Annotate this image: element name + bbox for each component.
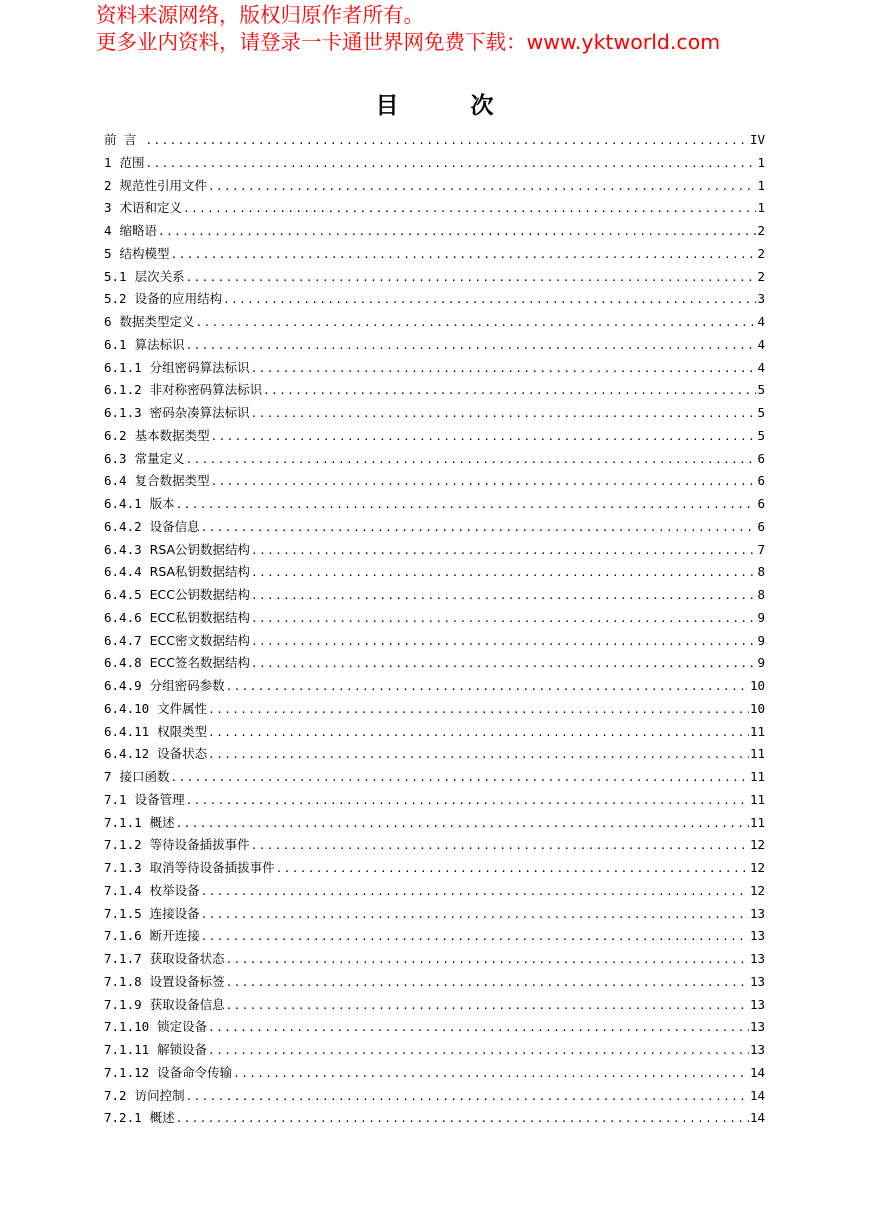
- watermark-line-download: 更多业内资料，请登录一卡通世界网免费下载：www.yktworld.com: [96, 30, 721, 54]
- toc-entry[interactable]: [104, 402, 765, 425]
- toc-entry[interactable]: [104, 675, 765, 698]
- toc-entry[interactable]: [104, 334, 765, 357]
- toc-entry-number: 6.3: [104, 450, 127, 466]
- toc-entry-leader-dots: [251, 608, 756, 631]
- toc-entry-leader-dots: [171, 767, 749, 790]
- toc-entry-title: 文件属性: [157, 700, 208, 716]
- toc-entry-leader-dots: [171, 244, 757, 267]
- toc-entry-number: 6.2: [104, 427, 127, 443]
- toc-entry-title: 权限类型: [157, 723, 208, 739]
- toc-entry[interactable]: [104, 425, 765, 448]
- toc-entry-number: 1: [104, 154, 112, 170]
- toc-entry-number: 6.4.8: [104, 655, 142, 671]
- toc-entry-page-number: 10: [749, 678, 765, 693]
- toc-entry-number: 6.4.7: [104, 632, 142, 648]
- toc-entry-title: 非对称密码算法标识: [149, 382, 263, 398]
- toc-entry-page-number: 6: [757, 473, 765, 489]
- toc-entry-number: 6.4.11: [104, 723, 150, 739]
- toc-entry-title: RSA公钥数据结构: [149, 541, 251, 557]
- toc-entry-leader-dots: [183, 198, 756, 221]
- toc-entry-leader-dots: [186, 790, 749, 813]
- toc-entry-page-number: 11: [749, 769, 765, 784]
- toc-entry-number: 7.1.9: [104, 996, 142, 1012]
- toc-entry-leader-dots: [196, 312, 757, 335]
- toc-entry[interactable]: [104, 880, 765, 903]
- toc-entry-leader-dots: [251, 631, 756, 654]
- toc-entry-number: 7.2: [104, 1087, 127, 1103]
- toc-entry-leader-dots: [208, 1017, 749, 1040]
- toc-entry[interactable]: [104, 129, 765, 152]
- toc-entry-number: 7.1.5: [104, 905, 142, 921]
- toc-entry-title: 设备的应用结构: [134, 291, 223, 307]
- toc-entry-title: 获取设备信息: [149, 996, 225, 1012]
- toc-entry[interactable]: [104, 630, 765, 653]
- toc-entry-page-number: IV: [749, 132, 765, 147]
- toc-entry-number: 6.4.2: [104, 518, 142, 534]
- toc-entry-title: 数据类型定义: [119, 314, 195, 329]
- toc-entry-title: 解锁设备: [157, 1042, 208, 1057]
- toc-entry-title: 等待设备插拔事件: [149, 837, 250, 853]
- toc-entry[interactable]: [104, 152, 765, 175]
- toc-entry-page-number: 13: [749, 996, 765, 1012]
- toc-entry-leader-dots: [211, 426, 757, 449]
- toc-entry-leader-dots: [146, 153, 757, 176]
- toc-entry-page-number: 14: [749, 1110, 765, 1126]
- toc-entry-title: 设备管理: [134, 791, 185, 807]
- toc-entry[interactable]: [104, 1085, 765, 1108]
- toc-entry-title: 设备状态: [157, 746, 208, 762]
- toc-entry-number: 前 言: [104, 132, 137, 147]
- toc-entry-title: 设备命令传输: [157, 1064, 233, 1080]
- toc-entry-leader-dots: [251, 358, 757, 381]
- toc-entry-number: 7.2.1: [104, 1110, 142, 1126]
- toc-entry-title: 访问控制: [134, 1087, 185, 1103]
- toc-entry-page-number: 4: [757, 336, 765, 352]
- toc-entry[interactable]: [104, 607, 765, 630]
- toc-entry[interactable]: [104, 1039, 765, 1062]
- toc-entry[interactable]: [104, 561, 765, 584]
- toc-entry[interactable]: [104, 698, 765, 721]
- toc-entry-leader-dots: [223, 289, 756, 312]
- toc-entry-page-number: 9: [757, 655, 765, 671]
- toc-entry[interactable]: [104, 652, 765, 675]
- toc-entry-page-number: 2: [757, 223, 765, 238]
- toc-entry-leader-dots: [158, 221, 756, 244]
- toc-entry-leader-dots: [251, 835, 749, 858]
- toc-entry-leader-dots: [208, 744, 749, 767]
- toc-entry-number: 6.1.3: [104, 405, 142, 420]
- toc-entry-number: 6.4.12: [104, 746, 150, 762]
- toc-entry[interactable]: [104, 1016, 765, 1039]
- toc-entry-number: 6.4.9: [104, 678, 142, 693]
- toc-entry-title: 接口函数: [119, 769, 170, 784]
- toc-entry-leader-dots: [201, 517, 757, 540]
- toc-entry-page-number: 9: [757, 632, 765, 648]
- toc-entry-number: 6.4.4: [104, 564, 142, 580]
- toc-entry-leader-dots: [251, 540, 756, 563]
- toc-entry-page-number: 4: [757, 314, 765, 329]
- toc-entry-number: 6: [104, 314, 112, 329]
- toc-entry-number: 6.1.1: [104, 359, 142, 375]
- toc-entry-number: 7.1.10: [104, 1019, 150, 1035]
- toc-entry-number: 3: [104, 200, 112, 216]
- toc-entry-title: 分组密码算法标识: [149, 359, 250, 375]
- toc-entry-page-number: 1: [757, 200, 765, 216]
- toc-entry-leader-dots: [208, 176, 756, 199]
- toc-entry-title: 设置设备标签: [149, 973, 225, 989]
- toc-entry-page-number: 1: [757, 177, 765, 193]
- toc-entry-title: 枚举设备: [149, 882, 200, 898]
- toc-entry[interactable]: [104, 288, 765, 311]
- toc-entry-number: 7.1.6: [104, 928, 142, 944]
- toc-entry[interactable]: [104, 1062, 765, 1085]
- toc-entry-page-number: 11: [749, 814, 765, 830]
- toc-entry-page-number: 13: [749, 928, 765, 944]
- toc-entry-leader-dots: [176, 1108, 749, 1131]
- toc-entry[interactable]: [104, 584, 765, 607]
- toc-entry-number: 7: [104, 769, 112, 784]
- toc-entry[interactable]: [104, 448, 765, 471]
- toc-entry[interactable]: [104, 789, 765, 812]
- toc-entry-leader-dots: [186, 267, 757, 290]
- toc-entry-number: 6.1.2: [104, 382, 142, 398]
- toc-entry-title: ECC密文数据结构: [149, 632, 250, 648]
- toc-entry[interactable]: [104, 357, 765, 380]
- toc-entry-title: 范围: [119, 154, 145, 170]
- toc-entry-leader-dots: [208, 1040, 749, 1063]
- toc-entry[interactable]: [104, 925, 765, 948]
- toc-entry-page-number: 8: [757, 587, 765, 602]
- toc-entry-title: 算法标识: [134, 336, 185, 352]
- toc-entry-title: 锁定设备: [157, 1019, 208, 1035]
- toc-entry-number: 7.1.1: [104, 814, 142, 830]
- toc-entry-page-number: 5: [757, 405, 765, 420]
- toc-entry-leader-dots: [176, 494, 757, 517]
- toc-entry-number: 7.1.2: [104, 837, 142, 853]
- toc-entry-leader-dots: [211, 471, 757, 494]
- toc-entry-page-number: 9: [757, 609, 765, 625]
- toc-entry-number: 5.2: [104, 291, 127, 307]
- toc-entry-title: 连接设备: [149, 905, 200, 921]
- toc-entry-page-number: 14: [749, 1064, 765, 1080]
- toc-entry-title: ECC私钥数据结构: [149, 609, 250, 625]
- toc-entry-page-number: 13: [749, 973, 765, 989]
- toc-entry-page-number: 13: [749, 905, 765, 921]
- toc-entry[interactable]: [104, 379, 765, 402]
- toc-entry-leader-dots: [186, 449, 757, 472]
- toc-entry-page-number: 12: [749, 860, 765, 875]
- toc-entry[interactable]: [104, 903, 765, 926]
- toc-entry[interactable]: [104, 539, 765, 562]
- toc-entry-number: 2: [104, 177, 112, 193]
- toc-entry-leader-dots: [146, 130, 749, 153]
- toc-entry[interactable]: [104, 994, 765, 1017]
- toc-entry-leader-dots: [201, 926, 749, 949]
- toc-entry-leader-dots: [226, 972, 749, 995]
- toc-entry[interactable]: [104, 243, 765, 266]
- toc-entry-leader-dots: [233, 1063, 749, 1086]
- toc-entry-page-number: 1: [757, 154, 765, 170]
- toc-entry-page-number: 13: [749, 1042, 765, 1057]
- toc-entry-leader-dots: [251, 403, 757, 426]
- toc-entry-title: 概述: [149, 1110, 175, 1126]
- toc-entry-number: 6.4.5: [104, 587, 142, 602]
- toc-entry-page-number: 11: [749, 746, 765, 762]
- toc-entry-page-number: 6: [757, 518, 765, 534]
- toc-entry-title: 密码杂凑算法标识: [149, 405, 250, 420]
- toc-entry-leader-dots: [186, 335, 757, 358]
- toc-entry[interactable]: [104, 197, 765, 220]
- toc-entry[interactable]: [104, 948, 765, 971]
- toc-entry-page-number: 11: [749, 723, 765, 739]
- toc-entry-page-number: 2: [757, 245, 765, 261]
- toc-entry-number: 5: [104, 245, 112, 261]
- toc-entry-leader-dots: [251, 585, 756, 608]
- table-of-contents: [104, 129, 765, 1130]
- toc-entry-number: 7.1.8: [104, 973, 142, 989]
- toc-entry-title: 版本: [149, 496, 175, 511]
- toc-entry-leader-dots: [201, 904, 749, 927]
- toc-entry[interactable]: [104, 766, 765, 789]
- toc-entry-title: RSA私钥数据结构: [149, 564, 251, 580]
- toc-entry-leader-dots: [201, 881, 749, 904]
- toc-entry[interactable]: [104, 516, 765, 539]
- toc-entry-leader-dots: [263, 380, 756, 403]
- toc-entry[interactable]: [104, 812, 765, 835]
- toc-entry-number: 6.4: [104, 473, 127, 489]
- toc-entry-title: 术语和定义: [119, 200, 183, 216]
- toc-entry-leader-dots: [226, 949, 749, 972]
- toc-entry-title: 概述: [149, 814, 175, 830]
- toc-entry[interactable]: [104, 470, 765, 493]
- toc-entry-leader-dots: [226, 676, 749, 699]
- toc-entry-page-number: 12: [749, 837, 765, 853]
- toc-entry-page-number: 7: [757, 541, 765, 557]
- toc-entry[interactable]: [104, 175, 765, 198]
- toc-entry-page-number: 2: [757, 268, 765, 284]
- toc-entry-page-number: 5: [757, 427, 765, 443]
- toc-entry-page-number: 13: [749, 951, 765, 966]
- toc-entry-number: 4: [104, 223, 112, 238]
- toc-entry[interactable]: [104, 721, 765, 744]
- toc-entry-title: 设备信息: [149, 518, 200, 534]
- toc-entry-leader-dots: [176, 813, 749, 836]
- toc-entry-number: 7.1: [104, 791, 127, 807]
- toc-entry[interactable]: [104, 266, 765, 289]
- toc-entry-title: 层次关系: [134, 268, 185, 284]
- toc-entry[interactable]: [104, 220, 765, 243]
- toc-entry-number: 6.4.1: [104, 496, 142, 511]
- toc-entry-page-number: 10: [749, 700, 765, 716]
- toc-entry-page-number: 13: [749, 1019, 765, 1035]
- toc-entry-number: 7.1.11: [104, 1042, 150, 1057]
- toc-entry-number: 6.4.10: [104, 700, 150, 716]
- toc-entry-leader-dots: [186, 1086, 749, 1109]
- toc-entry-page-number: 12: [749, 882, 765, 898]
- page-title: [0, 90, 869, 122]
- toc-entry-title: 基本数据类型: [134, 427, 210, 443]
- toc-entry-title: 断开连接: [149, 928, 200, 944]
- toc-entry-page-number: 4: [757, 359, 765, 375]
- toc-entry[interactable]: [104, 1107, 765, 1130]
- toc-entry-title: 取消等待设备插拔事件: [149, 860, 275, 875]
- toc-entry-page-number: 8: [757, 564, 765, 580]
- toc-entry-number: 5.1: [104, 268, 127, 284]
- toc-entry-page-number: 14: [749, 1087, 765, 1103]
- toc-entry-title: 常量定义: [134, 450, 185, 466]
- toc-entry-title: ECC签名数据结构: [149, 655, 250, 671]
- toc-entry-leader-dots: [226, 995, 749, 1018]
- toc-entry-title: ECC公钥数据结构: [149, 587, 250, 602]
- toc-entry-title: 缩略语: [119, 223, 158, 238]
- toc-entry-number: 6.1: [104, 336, 127, 352]
- toc-entry-leader-dots: [276, 858, 749, 881]
- toc-entry[interactable]: [104, 311, 765, 334]
- toc-entry-number: 7.1.4: [104, 882, 142, 898]
- toc-entry-page-number: 5: [757, 382, 765, 398]
- toc-entry-title: 复合数据类型: [134, 473, 210, 489]
- toc-entry-number: 7.1.12: [104, 1064, 150, 1080]
- title-char-1: 目: [375, 92, 399, 119]
- toc-entry-page-number: 3: [757, 291, 765, 307]
- toc-entry-number: 6.4.6: [104, 609, 142, 625]
- title-char-2: 次: [470, 92, 494, 119]
- toc-entry-number: 6.4.3: [104, 541, 142, 557]
- toc-entry-title: 规范性引用文件: [119, 177, 208, 193]
- toc-entry-number: 7.1.3: [104, 860, 142, 875]
- watermark-line-copyright: 资料来源网络，版权归原作者所有。: [96, 3, 424, 27]
- toc-entry-page-number: 6: [757, 450, 765, 466]
- toc-entry[interactable]: [104, 493, 765, 516]
- toc-entry-page-number: 6: [757, 496, 765, 511]
- toc-entry-title: 结构模型: [119, 245, 170, 261]
- toc-entry-number: 7.1.7: [104, 951, 142, 966]
- toc-entry[interactable]: [104, 834, 765, 857]
- toc-entry-leader-dots: [208, 699, 749, 722]
- toc-entry[interactable]: [104, 971, 765, 994]
- toc-entry[interactable]: [104, 857, 765, 880]
- toc-entry-leader-dots: [251, 653, 756, 676]
- toc-entry-title: 分组密码参数: [149, 678, 225, 693]
- toc-entry-leader-dots: [251, 562, 756, 585]
- toc-entry[interactable]: [104, 743, 765, 766]
- toc-entry-leader-dots: [208, 722, 749, 745]
- toc-entry-title: 获取设备状态: [149, 951, 225, 966]
- toc-entry-page-number: 11: [749, 791, 765, 807]
